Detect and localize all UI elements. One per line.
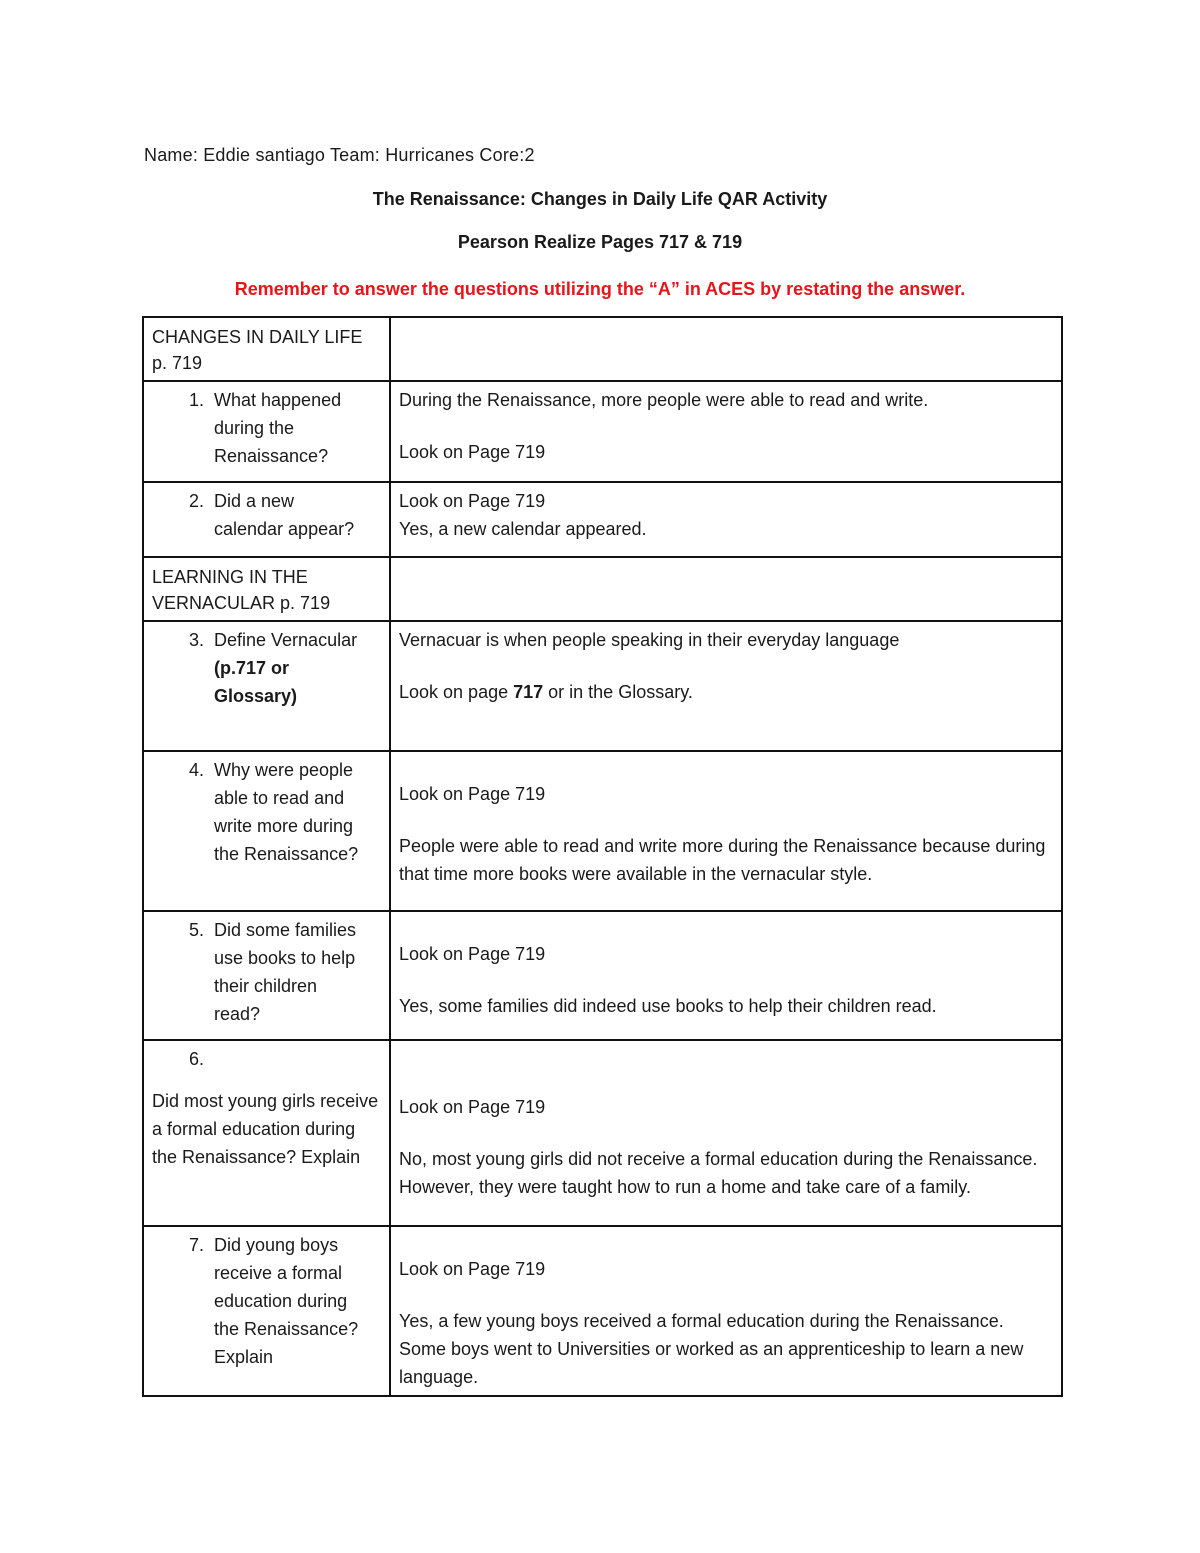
- answer-text: Look on page 717 or in the Glossary.: [399, 682, 693, 702]
- question-number: 7.: [188, 1235, 204, 1255]
- question-text: Did a new calendar appear?: [214, 491, 355, 539]
- answer-cell-4: [390, 751, 1062, 911]
- answer-text: Yes, a few young boys received a formal education during the Renaissance. Some boys went to Universities or worked as an apprenticeship to learn a new language.: [399, 1311, 1024, 1387]
- qar-table: [142, 316, 1063, 1397]
- question-cell-4: [143, 751, 390, 911]
- answer-text: No, most young girls did not receive a formal education during the Renaissance. However, they were taught how to run a home and take care of a family.: [399, 1149, 1038, 1197]
- question-reference: (p.717 or Glossary): [214, 658, 298, 706]
- question-row-6: [143, 1040, 1062, 1226]
- question-row-1: [143, 381, 1062, 482]
- question-number: 1.: [188, 390, 204, 410]
- question-cell-5: [143, 911, 390, 1040]
- answer-cell-6: [390, 1040, 1062, 1226]
- answer-text: Look on Page 719: [399, 491, 546, 511]
- answer-text: Look on Page 719: [399, 1097, 546, 1117]
- answer-text: People were able to read and write more during the Renaissance because during that time more books were available in the vernacular style.: [399, 836, 1046, 884]
- document-subtitle: Pearson Realize Pages 717 & 719: [457, 232, 743, 252]
- question-row-5: [143, 911, 1062, 1040]
- answer-text: Vernacuar is when people speaking in their everyday language: [399, 630, 900, 650]
- question-cell-2: [143, 482, 390, 557]
- question-text: Define Vernacular: [214, 630, 358, 650]
- answer-text: Look on Page 719: [399, 944, 546, 964]
- answer-text: Yes, some families did indeed use books to help their children read.: [399, 996, 937, 1016]
- question-number: 6.: [188, 1049, 204, 1069]
- reminder-note: Remember to answer the questions utilizing the “A” in ACES by restating the answer.: [234, 279, 966, 299]
- section-empty-cell: [390, 557, 1062, 621]
- section-empty-cell: [390, 317, 1062, 381]
- question-cell-1: [143, 381, 390, 482]
- question-text: Did young boys receive a formal education during the Renaissance? Explain: [214, 1235, 359, 1367]
- question-number: 3.: [188, 630, 204, 650]
- question-row-7: [143, 1226, 1062, 1396]
- answer-cell-1: [390, 381, 1062, 482]
- question-text: What happened during the Renaissance?: [214, 390, 342, 466]
- answer-text: Look on Page 719: [399, 1259, 546, 1279]
- answer-cell-5: [390, 911, 1062, 1040]
- section-row-vernacular: [143, 557, 1062, 621]
- question-number: 2.: [188, 491, 204, 511]
- question-row-3: [143, 621, 1062, 751]
- answer-text: Yes, a new calendar appeared.: [399, 519, 647, 539]
- answer-cell-7: [390, 1226, 1062, 1396]
- document-title: The Renaissance: Changes in Daily Life QAR Activity: [372, 189, 828, 209]
- question-text: Why were people able to read and write more during the Renaissance?: [214, 760, 359, 864]
- question-row-4: [143, 751, 1062, 911]
- question-cell-3: [143, 621, 390, 751]
- answer-text: Look on Page 719: [399, 442, 546, 462]
- answer-text: Look on Page 719: [399, 784, 546, 804]
- student-info-line: Name: Eddie santiago Team: Hurricanes Core:2: [144, 145, 535, 165]
- question-cell-6: [143, 1040, 390, 1226]
- answer-cell-3: [390, 621, 1062, 751]
- section-label-vernacular: LEARNING IN THE VERNACULAR p. 719: [143, 557, 390, 621]
- section-row-changes: [143, 317, 1062, 381]
- answer-text: During the Renaissance, more people were able to read and write.: [399, 390, 929, 410]
- question-text: Did some families use books to help their children read?: [214, 920, 357, 1024]
- section-label-changes: CHANGES IN DAILY LIFE p. 719: [143, 317, 390, 381]
- question-number: 4.: [188, 760, 204, 780]
- question-cell-7: [143, 1226, 390, 1396]
- question-text: Did most young girls receive a formal education during the Renaissance? Explain: [152, 1091, 379, 1167]
- question-row-2: [143, 482, 1062, 557]
- question-number: 5.: [188, 920, 204, 940]
- answer-cell-2: [390, 482, 1062, 557]
